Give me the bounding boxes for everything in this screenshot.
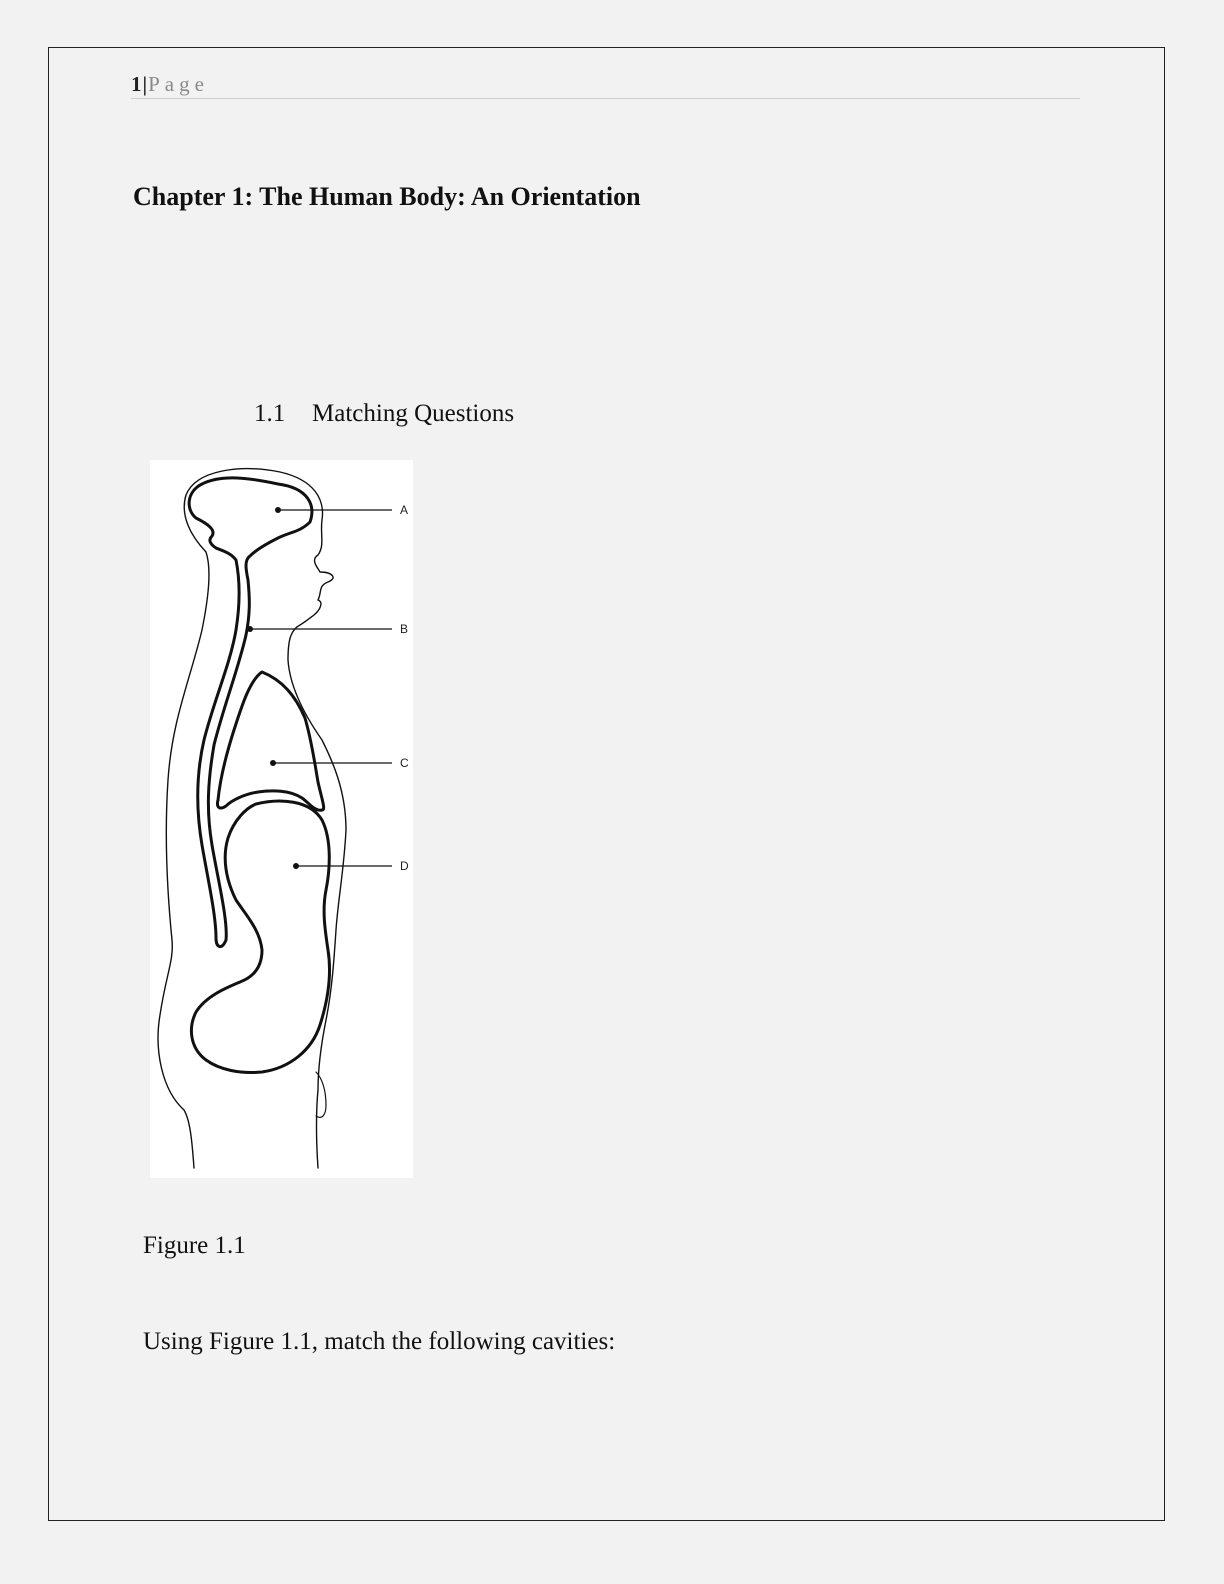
marker-dot-b <box>247 626 253 632</box>
figure-label-a: A <box>400 503 409 517</box>
section-number: 1.1 <box>254 400 286 427</box>
figure-label-b: B <box>400 622 409 636</box>
page-header <box>131 70 1080 99</box>
marker-dot-c <box>270 760 276 766</box>
body-outline <box>158 469 346 1168</box>
header-separator: | <box>142 72 148 96</box>
figure-label-c: C <box>400 756 409 770</box>
figure-label-d: D <box>400 859 409 873</box>
figure-caption: Figure 1.1 <box>143 1232 246 1259</box>
body-cavities-figure <box>150 460 413 1178</box>
thoracic-cavity <box>217 672 323 810</box>
chapter-title: Chapter 1: The Human Body: An Orientation <box>133 182 641 211</box>
page-label: Page <box>148 72 209 96</box>
body-cavities-diagram <box>150 460 413 1178</box>
marker-dot-a <box>275 507 281 513</box>
section-title: Matching Questions <box>312 400 515 427</box>
section-heading <box>254 400 514 428</box>
page-number: 1 <box>131 72 142 96</box>
instruction-text: Using Figure 1.1, match the following cavities: <box>143 1328 616 1355</box>
marker-dot-d <box>293 863 299 869</box>
dorsal-cavity <box>189 478 312 947</box>
